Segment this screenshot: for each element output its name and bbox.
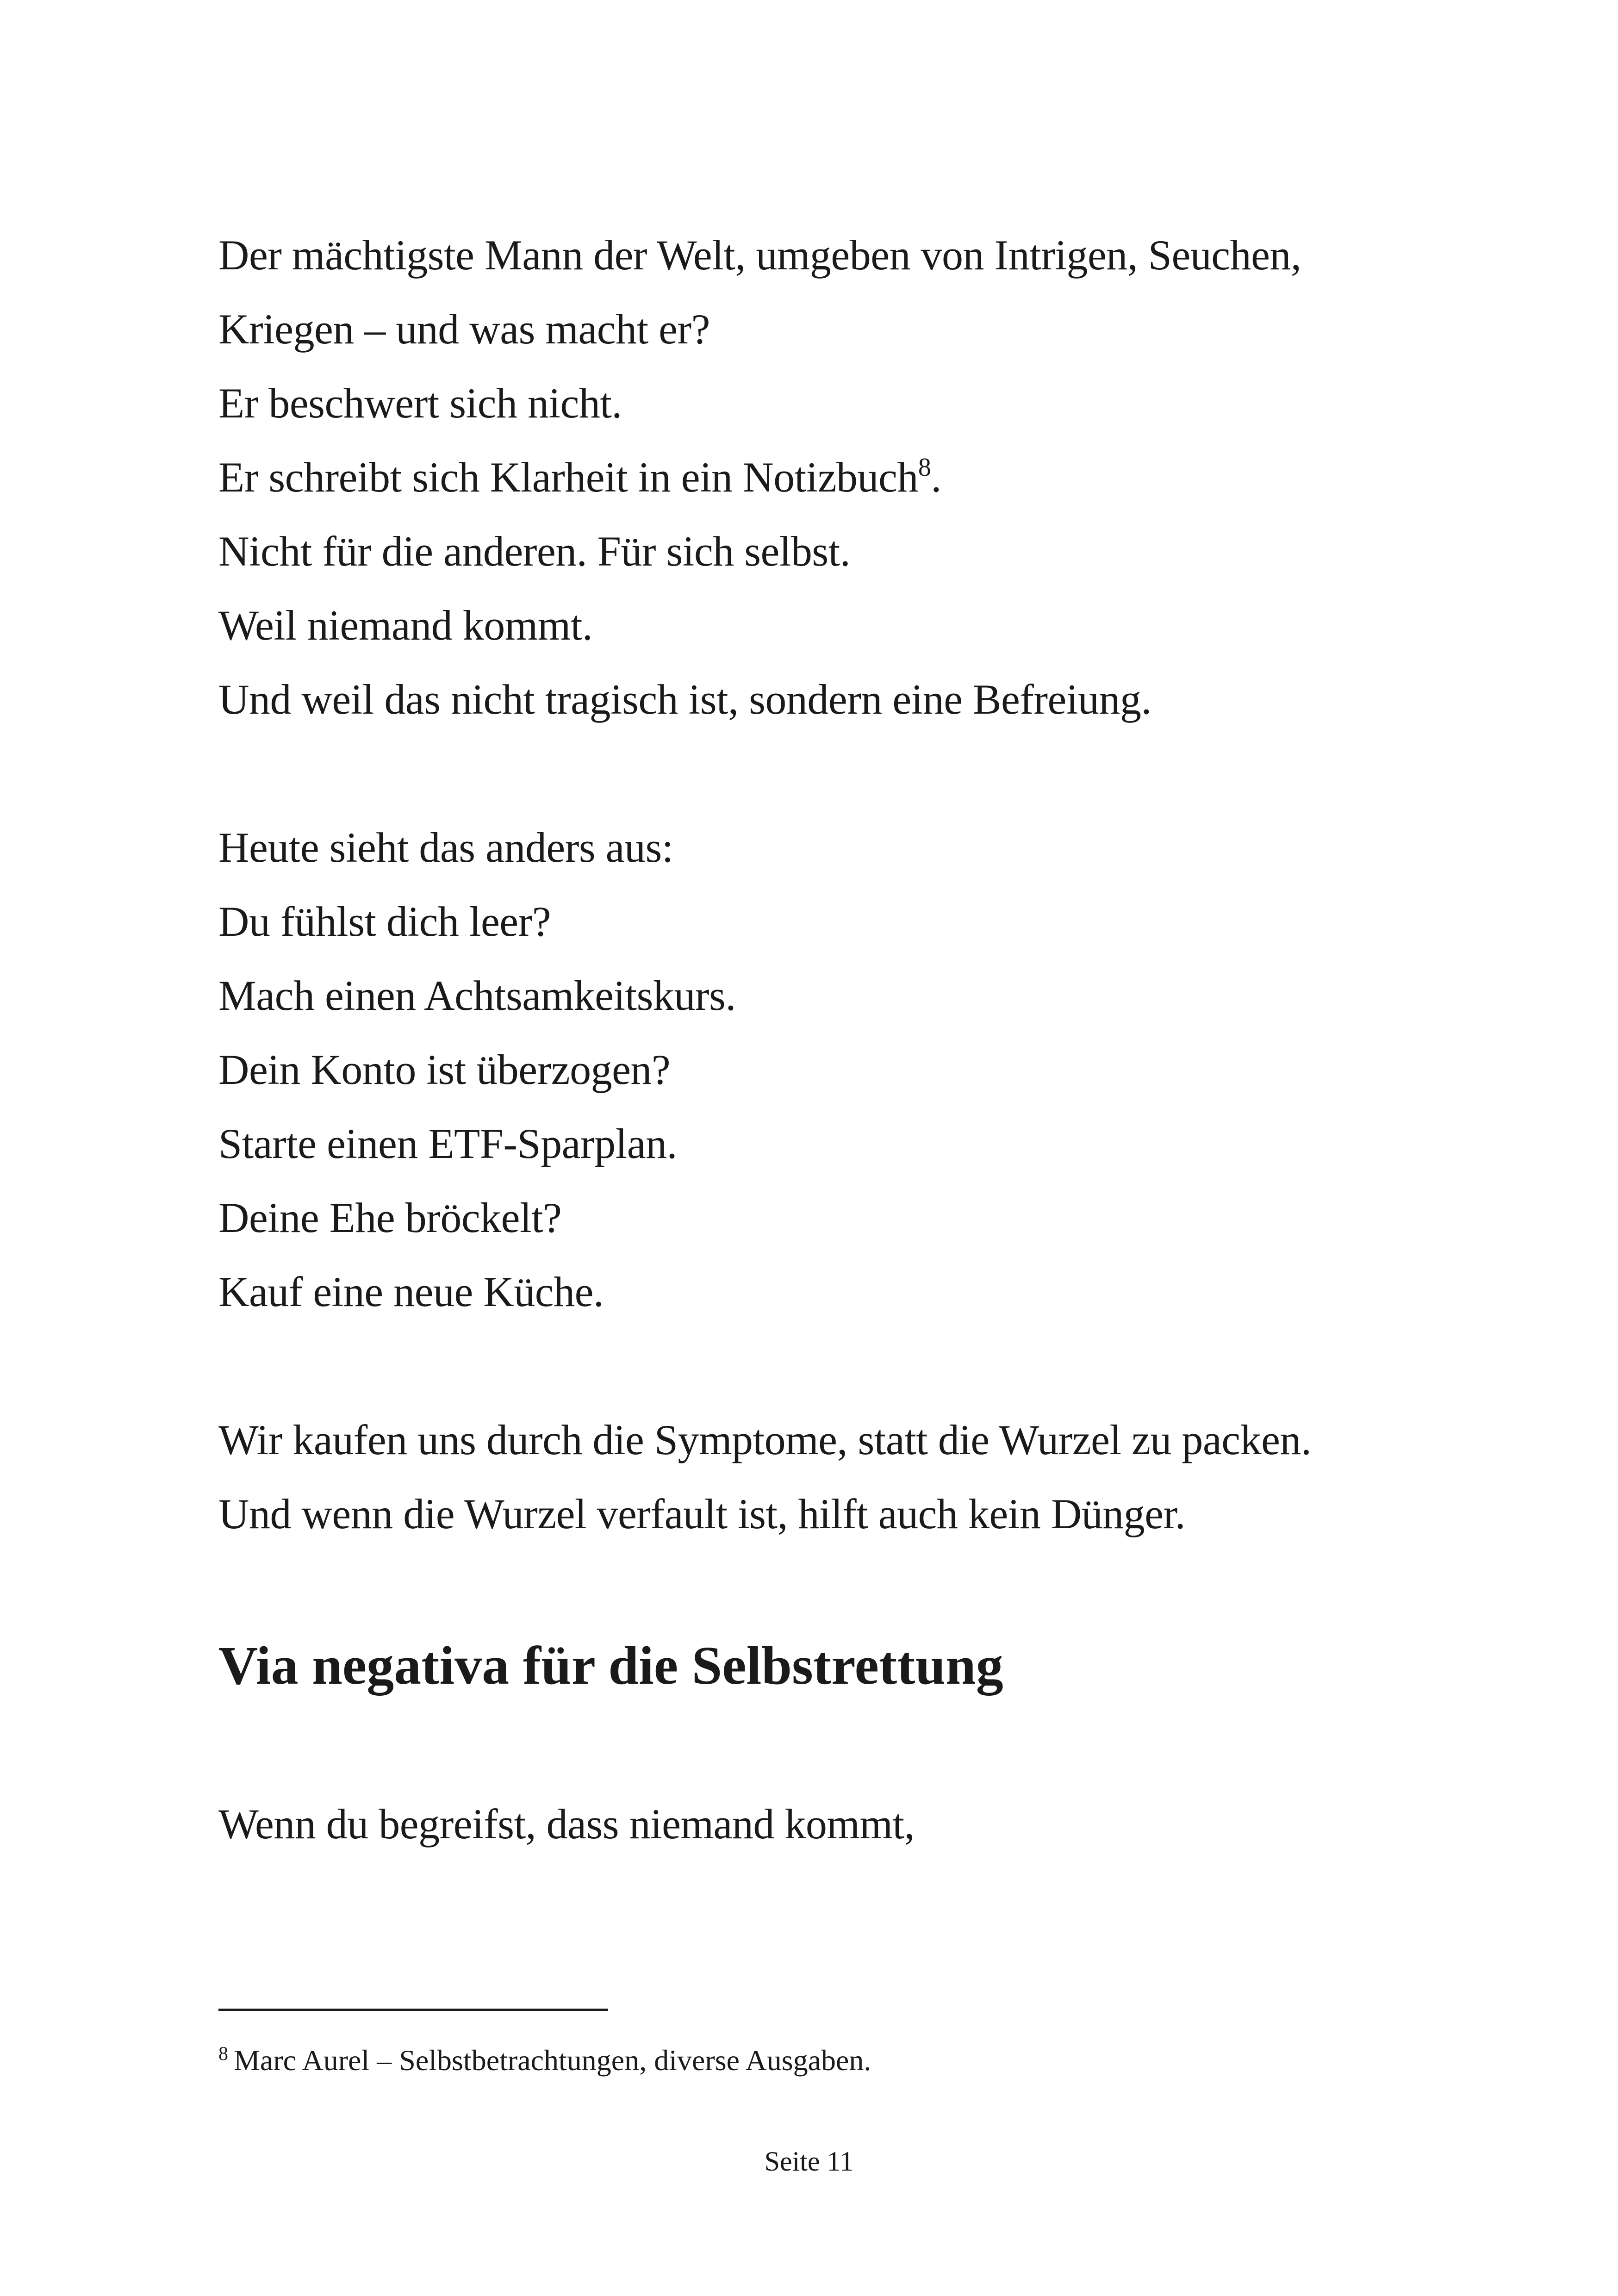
page-number: Seite 11 (764, 2146, 854, 2177)
footnote (218, 2043, 871, 2077)
body-line: Heute sieht das anders aus: (218, 824, 673, 871)
body-line: Weil niemand kommt. (218, 602, 593, 649)
body-line: Du fühlst dich leer? (218, 898, 551, 945)
body-line: Dein Konto ist überzogen? (218, 1046, 671, 1093)
body-line: Deine Ehe bröckelt? (218, 1194, 562, 1241)
body-line: Wenn du begreifst, dass niemand kommt, (218, 1800, 915, 1848)
body-line: Kauf eine neue Küche. (218, 1268, 604, 1315)
body-line-with-footnote (218, 453, 941, 501)
body-line: Und wenn die Wurzel verfault ist, hilft auch kein Dünger. (218, 1490, 1186, 1537)
body-line: Wir kaufen uns durch die Symptome, statt die Wurzel zu packen. (218, 1416, 1312, 1463)
footnote-reference[interactable]: 8 (918, 453, 931, 482)
footnote-separator (218, 2009, 608, 2011)
body-line: Mach einen Achtsamkeitskurs. (218, 972, 736, 1019)
body-line: Der mächtigste Mann der Welt, umgeben von Intrigen, Seuchen, (218, 231, 1301, 279)
body-line: Starte einen ETF-Sparplan. (218, 1120, 678, 1167)
body-line-punctuation: . (931, 454, 941, 501)
body-line: Nicht für die anderen. Für sich selbst. (218, 528, 851, 575)
body-line-text: Er schreibt sich Klarheit in ein Notizbuch (218, 454, 918, 501)
footnote-text: Marc Aurel – Selbstbetrachtungen, diverse Ausgaben. (234, 2044, 871, 2077)
body-line: Kriegen – und was macht er? (218, 305, 710, 353)
section-heading: Via negativa für die Selbstrettung (218, 1635, 1003, 1696)
body-line: Er beschwert sich nicht. (218, 380, 622, 427)
footnote-number: 8 (218, 2043, 228, 2065)
body-line: Und weil das nicht tragisch ist, sondern eine Befreiung. (218, 676, 1151, 723)
